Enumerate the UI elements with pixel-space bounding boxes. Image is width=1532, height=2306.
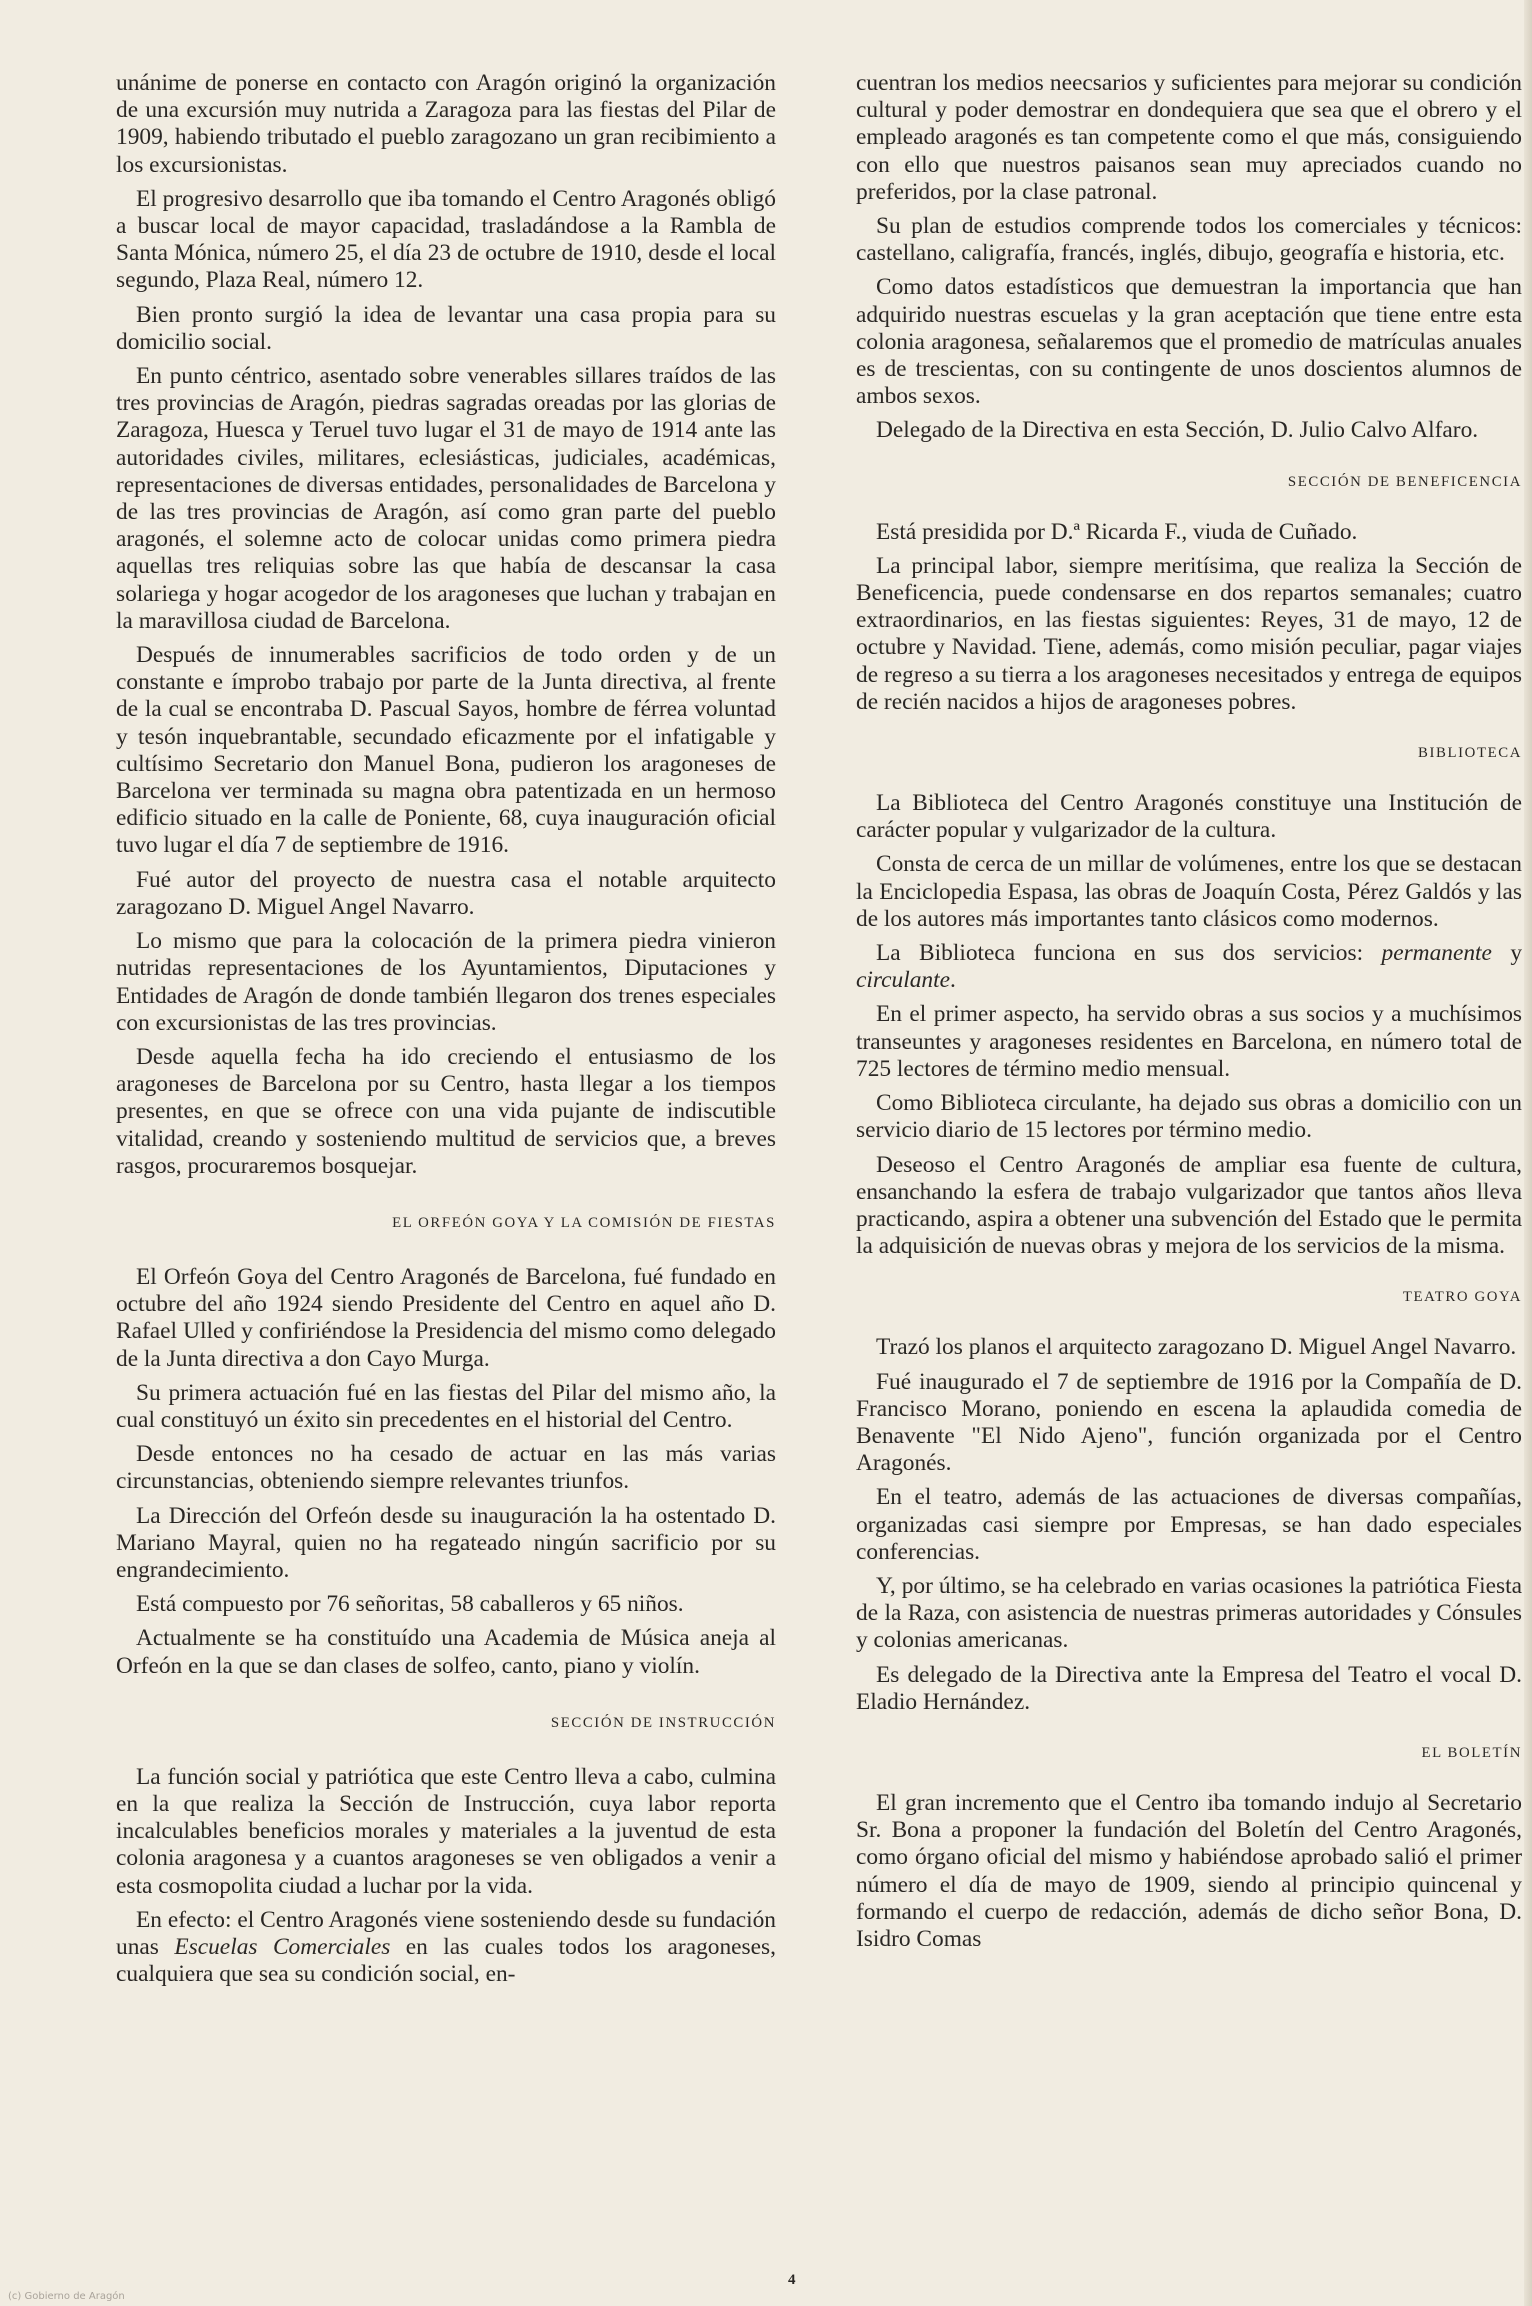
text-run: .	[949, 967, 956, 994]
paragraph: Lo mismo que para la colocación de la primera piedra vinieron nutridas representaciones de los Ayuntamientos, Diputaciones y Entidades de Aragón de donde también llegaron dos trenes especiales con excursionistas de las tres provincias.	[116, 928, 776, 1036]
section-heading-teatro: TEATRO GOYA	[1402, 1289, 1522, 1306]
paragraph: Desde aquella fecha ha ido creciendo el entusiasmo de los aragoneses de Barcelona por su Centro, hasta llegar a los tiempos presentes, en que se ofrece con una vida pujante de indiscutible vitalidad, creando y sosteniendo multitud de servicios que, a breves rasgos, procuraremos bosquejar.	[116, 1043, 776, 1179]
paragraph	[116, 1907, 776, 1989]
text-run: La Biblioteca funciona en sus dos servicios:	[876, 940, 1382, 967]
paragraph: Es delegado de la Directiva ante la Empresa del Teatro el vocal D. Eladio Hernández.	[856, 1661, 1522, 1715]
section-heading-beneficencia: SECCIÓN DE BENEFICENCIA	[1287, 473, 1522, 490]
section-heading-biblioteca: BIBLIOTECA	[1418, 745, 1522, 762]
paragraph: Actualmente se ha constituído una Academia de Música aneja al Orfeón en la que se dan clases de solfeo, canto, piano y violín.	[116, 1625, 776, 1679]
paragraph: Desde entonces no ha cesado de actuar en las más varias circunstancias, obteniendo siempre relevantes triunfos.	[116, 1441, 776, 1495]
paragraph: Consta de cerca de un millar de volúmenes, entre los que se destacan la Enciclopedia Espasa, las obras de Joaquín Costa, Pérez Galdós y las de los autores más importantes tanto clásicos como modernos.	[856, 851, 1522, 932]
section-heading-orfeon: EL ORFEÓN GOYA Y LA COMISIÓN DE FIESTAS	[392, 1214, 776, 1231]
paragraph: La Biblioteca del Centro Aragonés constituye una Institución de carácter popular y vulgarizador de la cultura.	[856, 790, 1522, 844]
paragraph: En el teatro, además de las actuaciones de diversas compañías, organizadas casi siempre por Empresas, se han dado especiales conferencias.	[856, 1484, 1522, 1565]
paragraph: Está compuesto por 76 señoritas, 58 caballeros y 65 niños.	[136, 1591, 684, 1618]
text-run: En efecto: el Centro Aragonés viene sosteniendo desde su fundación unas	[116, 1906, 776, 1960]
paragraph: Su plan de estudios comprende todos los comerciales y técnicos: castellano, caligrafía, francés, inglés, dibujo, geografía e historia, etc.	[856, 213, 1522, 267]
page-edge	[1524, 0, 1532, 2306]
paragraph: Fué autor del proyecto de nuestra casa el notable arquitecto zaragozano D. Miguel Angel Navarro.	[116, 866, 776, 920]
emphasis-permanente: permanente	[1381, 940, 1492, 967]
section-heading-boletin: EL BOLETÍN	[1421, 1744, 1522, 1761]
emphasis-circulante: circulante	[856, 967, 950, 994]
paragraph: La principal labor, siempre meritísima, que realiza la Sección de Beneficencia, puede condensarse en dos repartos semanales; cuatro extraordinarios, en las fiestas siguientes: Reyes, 31 de mayo, 12 de octubre y Navidad. Tiene, además, como misión peculiar, pagar viajes de regreso a su tierra a los aragoneses necesitados y entrega de equipos de recién nacidos a hijos de aragoneses pobres.	[856, 552, 1522, 715]
page-number: 4	[788, 2272, 796, 2288]
paragraph: Como datos estadísticos que demuestran la importancia que han adquirido nuestras escuelas y la gran aceptación que tiene entre esta colonia aragonesa, señalaremos que el promedio de matrículas anuales es de trescientas, con su contingente de unos doscientos alumnos de ambos sexos.	[856, 274, 1522, 410]
paragraph: En el primer aspecto, ha servido obras a sus socios y a muchísimos transeuntes y aragoneses residentes en Barcelona, en número total de 725 lectores de término medio mensual.	[856, 1001, 1522, 1082]
paragraph: El progresivo desarrollo que iba tomando el Centro Aragonés obligó a buscar local de mayor capacidad, trasladándose a la Rambla de Santa Mónica, número 25, el día 23 de octubre de 1910, desde el local segundo, Plaza Real, número 12.	[116, 185, 776, 294]
paragraph: Fué inaugurado el 7 de septiembre de 1916 por la Compañía de D. Francisco Morano, poniendo en escena la aplaudida comedia de Benavente "El Nido Ajeno", función organizada por el Centro Aragonés.	[856, 1368, 1522, 1477]
section-heading-instruccion: SECCIÓN DE INSTRUCCIÓN	[550, 1714, 776, 1731]
paragraph: En punto céntrico, asentado sobre venerables sillares traídos de las tres provincias de Aragón, piedras sagradas oreadas por las glorias de Zaragoza, Huesca y Teruel tuvo lugar el 31 de mayo de 1914 ante las autoridades civiles, militares, eclesiásticas, judiciales, académicas, representaciones de diversas entidades, personalidades de Barcelona y de las tres provincias de Aragón, así como gran parte del pueblo aragonés, el solemne acto de colocar unidas como primera piedra aquellas tres reliquias sobre las que había de descansar la casa solariega y hogar acogedor de los aragoneses que luchan y trabajan en la maravillosa ciudad de Barcelona.	[116, 363, 776, 634]
paragraph: Bien pronto surgió la idea de levantar una casa propia para su domicilio social.	[116, 301, 776, 355]
paragraph: El gran incremento que el Centro iba tomando indujo al Secretario Sr. Bona a proponer la fundación del Boletín del Centro Aragonés, como órgano oficial del mismo y habiéndose aprobado salió el primer número el día de mayo de 1909, siendo al principio quincenal y formando el cuerpo de redacción, además de dicho señor Bona, D. Isidro Comas	[856, 1789, 1522, 1952]
paragraph: La función social y patriótica que este Centro lleva a cabo, culmina en la que realiza la Sección de Instrucción, cuya labor reporta incalculables beneficios morales y materiales a la juventud de esta colonia aragonesa y a cuantos aragoneses se ven obligados a venir a esta cosmopolita ciudad a luchar por la vida.	[116, 1763, 776, 1899]
paragraph: unánime de ponerse en contacto con Aragón originó la organización de una excursión muy nutrida a Zaragoza para las fiestas del Pilar de 1909, habiendo tributado el pueblo zaragozano un gran recibimiento a los excursionistas.	[116, 70, 776, 178]
text-run: en las cuales todos los aragoneses, cualquiera que sea su condición social, en-	[116, 1933, 776, 1988]
copyright-credit: (c) Gobierno de Aragón	[8, 2291, 125, 2302]
right-column	[856, 70, 1522, 1960]
paragraph: El Orfeón Goya del Centro Aragonés de Barcelona, fué fundado en octubre del año 1924 siendo Presidente del Centro en aquel año D. Rafael Ulled y confiriéndose la Presidencia del mismo como delegado de la Junta directiva a don Cayo Murga.	[116, 1263, 776, 1372]
left-column	[116, 70, 776, 1995]
paragraph: Como Biblioteca circulante, ha dejado sus obras a domicilio con un servicio diario de 15 lectores por término medio.	[856, 1090, 1522, 1144]
paragraph: Después de innumerables sacrificios de todo orden y de un constante e ímprobo trabajo por parte de la Junta directiva, al frente de la cual se encontraba D. Pascual Sayos, hombre de férrea voluntad y tesón inquebrantable, secundado eficazmente por el infatigable y cultísimo Secretario don Manuel Bona, pudieron los aragoneses de Barcelona ver terminada su magna obra patentizada en un hermoso edificio situado en la calle de Poniente, 68, cuya inauguración oficial tuvo lugar el día 7 de septiembre de 1916.	[116, 642, 776, 859]
paragraph: Deseoso el Centro Aragonés de ampliar esa fuente de cultura, ensanchando la esfera de trabajo vulgarizador que tantos años lleva practicando, aspira a obtener una subvención del Estado que le permita la adquisición de nuevas obras y mejora de los servicios de la misma.	[856, 1151, 1522, 1260]
paragraph: Y, por último, se ha celebrado en varias ocasiones la patriótica Fiesta de la Raza, con asistencia de nuestras primeras autoridades y Cónsules y colonias americanas.	[856, 1572, 1522, 1654]
paragraph: cuentran los medios neecsarios y suficientes para mejorar su condición cultural y poder demostrar en dondequiera que sea que el obrero y el empleado aragonés es tan competente como el que más, consiguiendo con ello que nuestros paisanos sean muy apreciados cuando no preferidos, por la clase patronal.	[856, 70, 1522, 205]
emphasis-escuelas: Escuelas Comerciales	[174, 1933, 391, 1960]
paragraph: Delegado de la Directiva en esta Sección, D. Julio Calvo Alfaro.	[876, 417, 1479, 444]
paragraph	[856, 940, 1522, 994]
paragraph: Está presidida por D.ª Ricarda F., viuda de Cuñado.	[876, 518, 1358, 545]
paragraph: La Dirección del Orfeón desde su inauguración la ha ostentado D. Mariano Mayral, quien no ha regateado ningún sacrificio por su engrandecimiento.	[116, 1502, 776, 1583]
paragraph: Su primera actuación fué en las fiestas del Pilar del mismo año, la cual constituyó un éxito sin precedentes en el historial del Centro.	[116, 1379, 776, 1433]
paragraph: Trazó los planos el arquitecto zaragozano D. Miguel Angel Navarro.	[876, 1334, 1517, 1361]
text-run: y	[1491, 940, 1523, 967]
